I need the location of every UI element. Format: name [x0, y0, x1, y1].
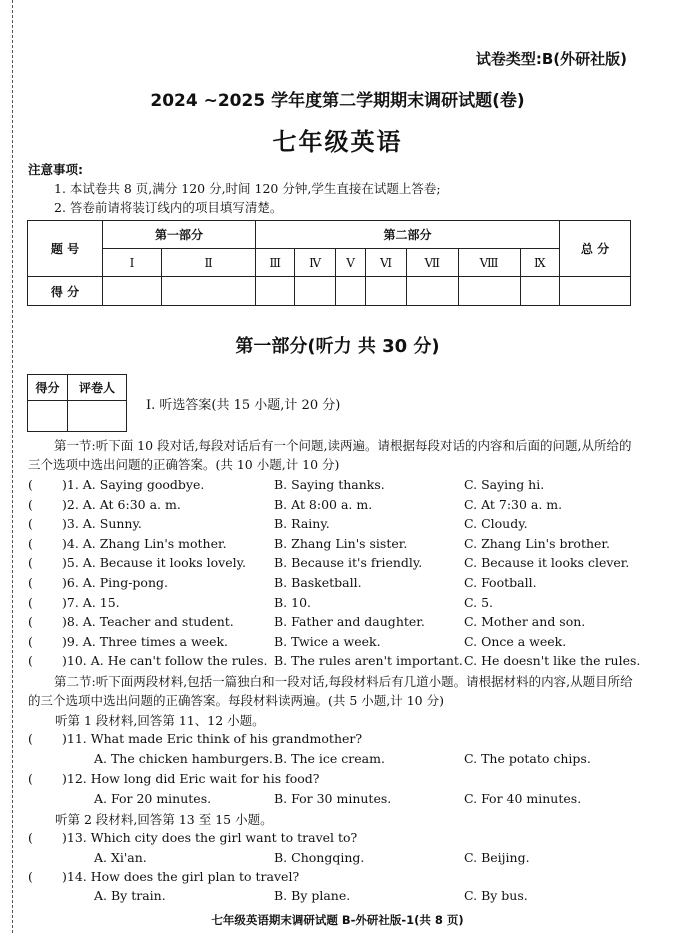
- option-a: )10. A. He can't follow the rules.: [62, 653, 268, 669]
- answer-bracket[interactable]: (: [28, 477, 33, 492]
- question-13-options: [28, 850, 634, 869]
- score-cell[interactable]: [560, 277, 631, 306]
- section1-title: Ⅰ. 听选答案(共 15 小题,计 20 分): [146, 398, 341, 413]
- answer-bracket[interactable]: (: [28, 614, 33, 630]
- score-cell[interactable]: [366, 277, 407, 306]
- option-c: C. Mother and son.: [464, 614, 586, 630]
- option-c: C. Football.: [464, 575, 537, 590]
- option-b: B. Because it's friendly.: [274, 555, 423, 571]
- option-b: B. Chongqing.: [274, 850, 365, 865]
- answer-bracket[interactable]: (: [28, 869, 33, 884]
- score-cell[interactable]: [406, 277, 458, 306]
- option-a: A. By train.: [94, 888, 166, 903]
- part1-title: 第一部分(听力 共 30 分): [235, 336, 440, 357]
- answer-bracket[interactable]: (: [28, 535, 33, 551]
- score-table: [27, 220, 631, 306]
- col-header: Ⅵ: [366, 249, 407, 277]
- question-11-options: [28, 751, 634, 770]
- option-a: A. For 20 minutes.: [94, 791, 212, 806]
- option-a: A. Xi'an.: [94, 850, 147, 865]
- question-11: [28, 731, 634, 750]
- notes-item-2: 2. 答卷前请将装订线内的项目填写清楚。: [54, 200, 283, 215]
- score-cell[interactable]: [458, 277, 520, 306]
- score-cell[interactable]: [103, 277, 162, 306]
- answer-bracket[interactable]: (: [28, 653, 33, 669]
- subject-title: 七年级英语: [272, 128, 403, 156]
- notes-heading: 注意事项:: [28, 162, 83, 177]
- option-b: B. Twice a week.: [274, 633, 381, 649]
- option-b: B. The ice cream.: [274, 751, 385, 766]
- col-header: Ⅷ: [458, 249, 520, 277]
- option-a: )4. A. Zhang Lin's mother.: [62, 535, 227, 551]
- option-b: B. Zhang Lin's sister.: [274, 535, 408, 551]
- option-a: )3. A. Sunny.: [62, 516, 142, 532]
- part2-header: 第二部分: [256, 221, 560, 249]
- option-b: B. The rules aren't important.: [274, 653, 463, 669]
- grader-name-cell[interactable]: [67, 401, 126, 432]
- question-row: [28, 555, 634, 574]
- answer-bracket[interactable]: (: [28, 594, 33, 610]
- question-stem: )14. How does the girl plan to travel?: [62, 869, 300, 884]
- answer-bracket[interactable]: (: [28, 575, 33, 590]
- answer-bracket[interactable]: (: [28, 555, 33, 571]
- option-b: B. Saying thanks.: [274, 477, 385, 492]
- col-header: Ⅲ: [256, 249, 295, 277]
- question-stem: )12. How long did Eric wait for his food?: [62, 771, 320, 786]
- option-c: C. By bus.: [464, 888, 528, 903]
- option-c: C. Because it looks clever.: [464, 555, 630, 571]
- grader-score-label: 得分: [28, 375, 68, 401]
- col-header: Ⅶ: [406, 249, 458, 277]
- answer-bracket[interactable]: (: [28, 633, 33, 649]
- paper-type: 试卷类型:B(外研社版): [475, 50, 627, 68]
- question-number-label: 题 号: [28, 221, 103, 277]
- score-cell[interactable]: [256, 277, 295, 306]
- option-b: B. Basketball.: [274, 575, 362, 590]
- grader-name-label: 评卷人: [67, 375, 126, 401]
- answer-bracket[interactable]: (: [28, 771, 33, 786]
- option-a: )6. A. Ping-pong.: [62, 575, 168, 590]
- section2-instructions: 第二节:听下面两段材料,包括一篇独白和一段对话,每段材料后有几道小题。请根据材料的内容,从题目所给的三个选项中选出问题的正确答案。每段材料读两遍。(共 5 小题,计 10 分): [28, 674, 633, 708]
- option-c: C. At 7:30 a. m.: [464, 496, 563, 512]
- question-14: [28, 869, 634, 888]
- question-row: [28, 614, 634, 633]
- score-row-label: 得 分: [28, 277, 103, 306]
- material1-heading: 听第 1 段材料,回答第 11、12 小题。: [55, 713, 265, 728]
- col-header: Ⅰ: [103, 249, 162, 277]
- option-a: )8. A. Teacher and student.: [62, 614, 234, 630]
- total-label: 总 分: [560, 221, 631, 277]
- question-row: [28, 634, 634, 653]
- option-a: )9. A. Three times a week.: [62, 633, 229, 649]
- option-c: C. Once a week.: [464, 633, 567, 649]
- question-13: [28, 830, 634, 849]
- option-a: )1. A. Saying goodbye.: [62, 477, 205, 492]
- option-c: C. 5.: [464, 594, 493, 610]
- option-a: )5. A. Because it looks lovely.: [62, 555, 246, 571]
- question-row: [28, 497, 634, 516]
- part1-header: 第一部分: [103, 221, 256, 249]
- option-a: )7. A. 15.: [62, 594, 120, 610]
- question-row: [28, 516, 634, 535]
- option-c: C. He doesn't like the rules.: [464, 653, 641, 669]
- question-14-options: [28, 888, 634, 907]
- page-footer: 七年级英语期末调研试题 B-外研社版-1(共 8 页): [211, 913, 464, 927]
- answer-bracket[interactable]: (: [28, 496, 33, 512]
- option-b: B. Rainy.: [274, 516, 330, 532]
- question-row: [28, 595, 634, 614]
- option-a: A. The chicken hamburgers.: [94, 751, 273, 766]
- score-cell[interactable]: [335, 277, 365, 306]
- notes: [28, 160, 441, 217]
- question-row: [28, 477, 634, 496]
- col-header: Ⅳ: [295, 249, 336, 277]
- answer-bracket[interactable]: (: [28, 516, 33, 532]
- score-cell[interactable]: [162, 277, 256, 306]
- option-b: B. By plane.: [274, 888, 351, 903]
- section1-instructions: 第一节:听下面 10 段对话,每段对话后有一个问题,读两遍。请根据每段对话的内容和后面的问题,从所给的三个选项中选出问题的正确答案。(共 10 小题,计 10 分): [28, 438, 632, 472]
- col-header: Ⅸ: [520, 249, 559, 277]
- option-c: C. Beijing.: [464, 850, 530, 865]
- grader-score-cell[interactable]: [28, 401, 68, 432]
- option-b: B. Father and daughter.: [274, 614, 425, 630]
- option-c: C. The potato chips.: [464, 751, 591, 766]
- question-stem: )13. Which city does the girl want to travel to?: [62, 830, 358, 845]
- score-cell[interactable]: [520, 277, 559, 306]
- option-a: )2. A. At 6:30 a. m.: [62, 496, 181, 512]
- option-b: B. 10.: [274, 594, 312, 610]
- notes-item-1: 1. 本试卷共 8 页,满分 120 分,时间 120 分钟,学生直接在试题上答卷;: [54, 181, 441, 196]
- question-12: [28, 771, 634, 790]
- question-row: [28, 536, 634, 555]
- score-cell[interactable]: [295, 277, 336, 306]
- option-c: C. Cloudy.: [464, 516, 528, 532]
- col-header: Ⅴ: [335, 249, 365, 277]
- option-c: C. Saying hi.: [464, 477, 545, 492]
- question-12-options: [28, 791, 634, 810]
- exam-title: 2024 ~2025 学年度第二学期期末调研试题(卷): [150, 91, 525, 111]
- grader-box: [27, 374, 127, 432]
- question-row: [28, 575, 634, 594]
- option-c: C. For 40 minutes.: [464, 791, 582, 806]
- option-c: C. Zhang Lin's brother.: [464, 535, 611, 551]
- material2-heading: 听第 2 段材料,回答第 13 至 15 小题。: [55, 812, 273, 827]
- question-stem: )11. What made Eric think of his grandmother?: [62, 731, 363, 746]
- answer-bracket[interactable]: (: [28, 830, 33, 845]
- option-b: B. For 30 minutes.: [274, 791, 392, 806]
- question-row: [28, 653, 641, 672]
- col-header: Ⅱ: [162, 249, 256, 277]
- option-b: B. At 8:00 a. m.: [274, 496, 373, 512]
- answer-bracket[interactable]: (: [28, 731, 33, 746]
